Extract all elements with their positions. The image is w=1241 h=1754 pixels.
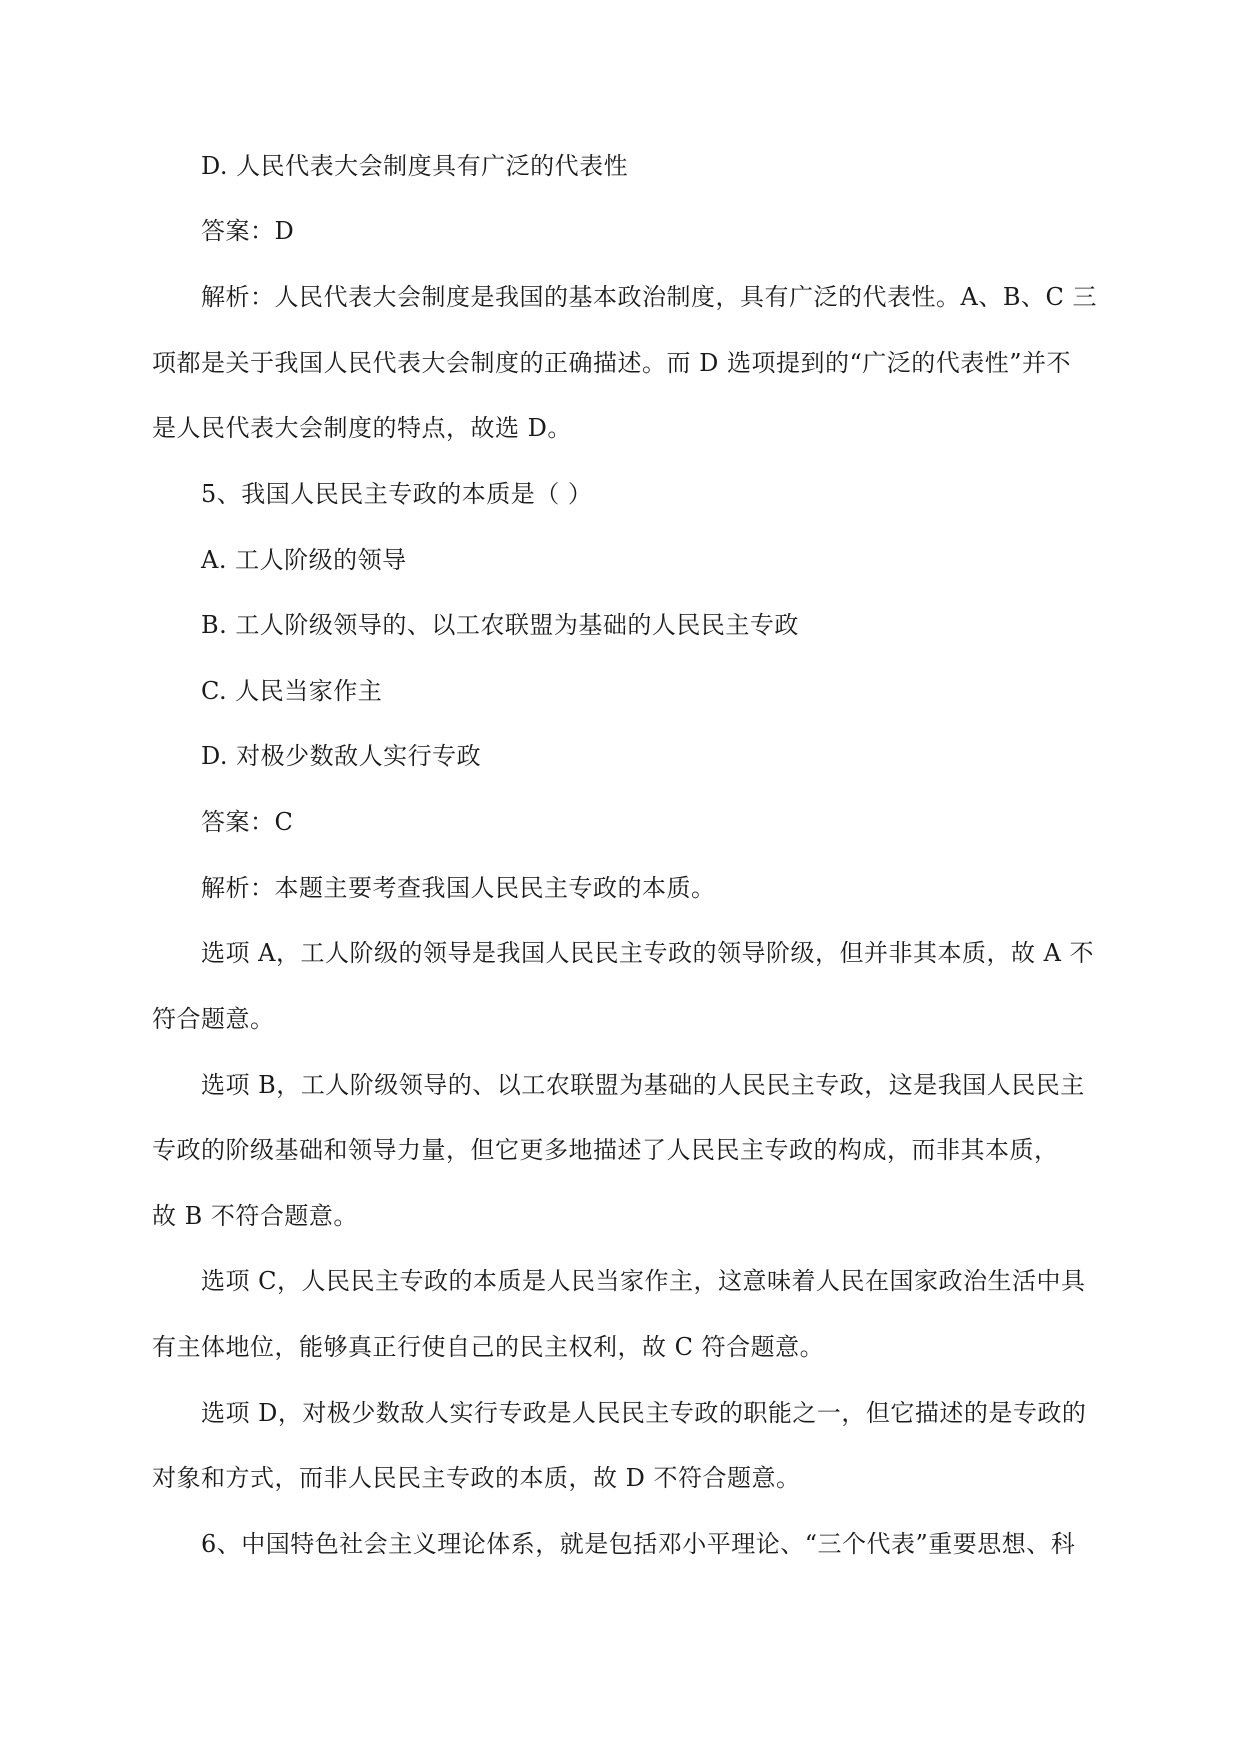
q6-question: 6、中国特色社会主义理论体系，就是包括邓小平理论、“三个代表”重要思想、科 <box>201 1530 1076 1558</box>
q5-option-b: B. 工人阶级领导的、以工农联盟为基础的人民民主专政 <box>201 611 799 639</box>
q5-analysis-d-line-2: 对象和方式，而非人民民主专政的本质，故 D 不符合题意。 <box>152 1464 801 1492</box>
q5-answer: 答案：C <box>201 808 294 836</box>
q5-question: 5、我国人民民主专政的本质是（ ） <box>201 480 593 508</box>
q5-analysis-b-line-3: 故 B 不符合题意。 <box>152 1202 358 1230</box>
q5-analysis-a-line-1: 选项 A，工人阶级的领导是我国人民民主专政的领导阶级，但并非其本质，故 A 不 <box>201 939 1095 967</box>
q5-analysis-b-line-1: 选项 B，工人阶级领导的、以工农联盟为基础的人民民主专政，这是我国人民民主 <box>201 1071 1085 1099</box>
q4-option-d: D. 人民代表大会制度具有广泛的代表性 <box>201 152 629 180</box>
q5-analysis-a-line-2: 符合题意。 <box>152 1005 275 1033</box>
q5-analysis-c-line-1: 选项 C，人民民主专政的本质是人民当家作主，这意味着人民在国家政治生活中具 <box>201 1267 1086 1295</box>
q5-option-c: C. 人民当家作主 <box>201 677 383 705</box>
q5-analysis-c-line-2: 有主体地位，能够真正行使自己的民主权利，故 C 符合题意。 <box>152 1333 825 1361</box>
q5-option-d: D. 对极少数敌人实行专政 <box>201 742 482 770</box>
q4-analysis-line-1: 解析：人民代表大会制度是我国的基本政治制度，具有广泛的代表性。A、B、C 三 <box>201 283 1097 311</box>
q4-analysis-line-2: 项都是关于我国人民代表大会制度的正确描述。而 D 选项提到的“广泛的代表性”并不 <box>152 349 1072 377</box>
q5-analysis-b-line-2: 专政的阶级基础和领导力量，但它更多地描述了人民民主专政的构成，而非其本质， <box>152 1136 1059 1164</box>
q4-analysis-line-3: 是人民代表大会制度的特点，故选 D。 <box>152 414 572 442</box>
q5-analysis-d-line-1: 选项 D，对极少数敌人实行专政是人民民主专政的职能之一，但它描述的是专政的 <box>201 1399 1087 1427</box>
q5-option-a: A. 工人阶级的领导 <box>201 546 407 574</box>
q5-analysis-intro: 解析：本题主要考查我国人民民主专政的本质。 <box>201 874 716 902</box>
q4-answer: 答案：D <box>201 217 295 245</box>
